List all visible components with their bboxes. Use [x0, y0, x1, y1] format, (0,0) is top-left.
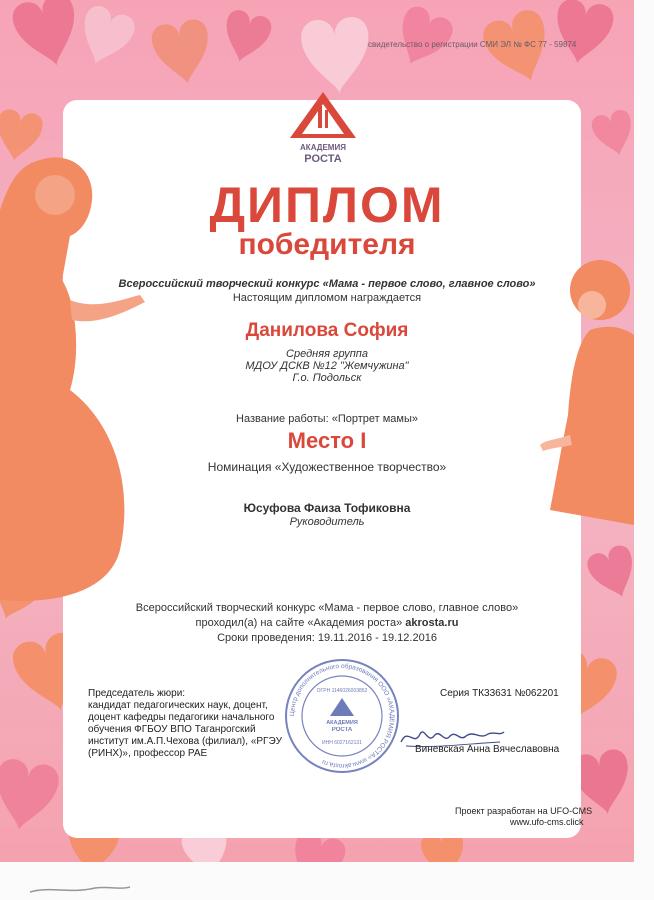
serial-number: Серия ТК33631 №062201 [440, 688, 559, 699]
site-link[interactable]: akrosta.ru [405, 617, 459, 629]
jury-chair-block [88, 688, 282, 760]
mountain-logo-icon [290, 92, 356, 138]
winner-name: Данилова София [245, 320, 409, 341]
contest-name: Всероссийский творческий конкурс «Мама - первое слово, главное слово» [118, 278, 536, 290]
diploma-subtitle: победителя [238, 228, 416, 261]
awarded-line: Настоящим дипломом награждается [232, 292, 422, 304]
jury-line: обучения ФГБОУ ВПО Таганрогский [88, 724, 256, 735]
jury-label: Председатель жюри: [88, 688, 186, 699]
diploma-title: ДИПЛОМ [209, 177, 445, 233]
jury-line: (РИНХ)», профессор РАЕ [88, 748, 208, 759]
jury-line: институт им.А.П.Чехова (филиал), «РГЭУ [88, 736, 283, 747]
scan-smudge [0, 878, 140, 900]
nomination: Номинация «Художественное творчество» [207, 460, 447, 474]
work-title: Название работы: «Портрет мамы» [236, 413, 418, 425]
place-award: Место I [287, 428, 367, 453]
contest-dates: Сроки проведения: 19.11.2016 - 19.12.2016 [217, 632, 437, 644]
winner-city: Г.о. Подольск [292, 372, 362, 384]
signer-name: Виневская Анна Вячеславовна [415, 744, 560, 755]
winner-group: Средняя группа [286, 348, 368, 360]
stamp-logo-icon [330, 698, 354, 716]
contest-summary: Всероссийский творческий конкурс «Мама - первое слово, главное слово» [135, 602, 519, 614]
jury-line: доцент кафедры педагогики начального [88, 712, 275, 723]
stamp-logo-line1: АКАДЕМИЯ [326, 720, 358, 726]
supervisor-name: Юсуфова Фаиза Тофиковна [243, 501, 411, 515]
contest-site-line [0, 617, 654, 629]
footer-link[interactable]: www.ufo-cms.click [510, 817, 584, 827]
logo-text-line2: РОСТА [304, 153, 342, 165]
footer-project: Проект разработан на UFO-CMS [455, 806, 593, 816]
stamp-ogrn: ОГРН 1146026003852 [316, 688, 368, 694]
stamp-logo-line2: РОСТА [331, 727, 353, 733]
supervisor-role: Руководитель [289, 516, 365, 528]
registration-note: свидетельство о регистрации СМИ ЭЛ № ФС 77 - 59874 [368, 40, 577, 49]
official-stamp [282, 656, 402, 776]
stamp-ring-text: Центр дополнительного образования ООО «АКАДЕМИЯ РОСТА» www.akrosta.ru [288, 662, 396, 770]
academy-logo [276, 90, 370, 166]
stamp-inn: ИНН 6027162131 [321, 740, 363, 746]
jury-line: кандидат педагогических наук, доцент, [88, 700, 268, 711]
logo-text-line1: АКАДЕМИЯ [300, 143, 346, 152]
winner-institution: МДОУ ДСКВ №12 "Жемчужина" [245, 360, 409, 372]
site-prefix: проходил(а) на сайте «Академия роста» [195, 617, 406, 629]
